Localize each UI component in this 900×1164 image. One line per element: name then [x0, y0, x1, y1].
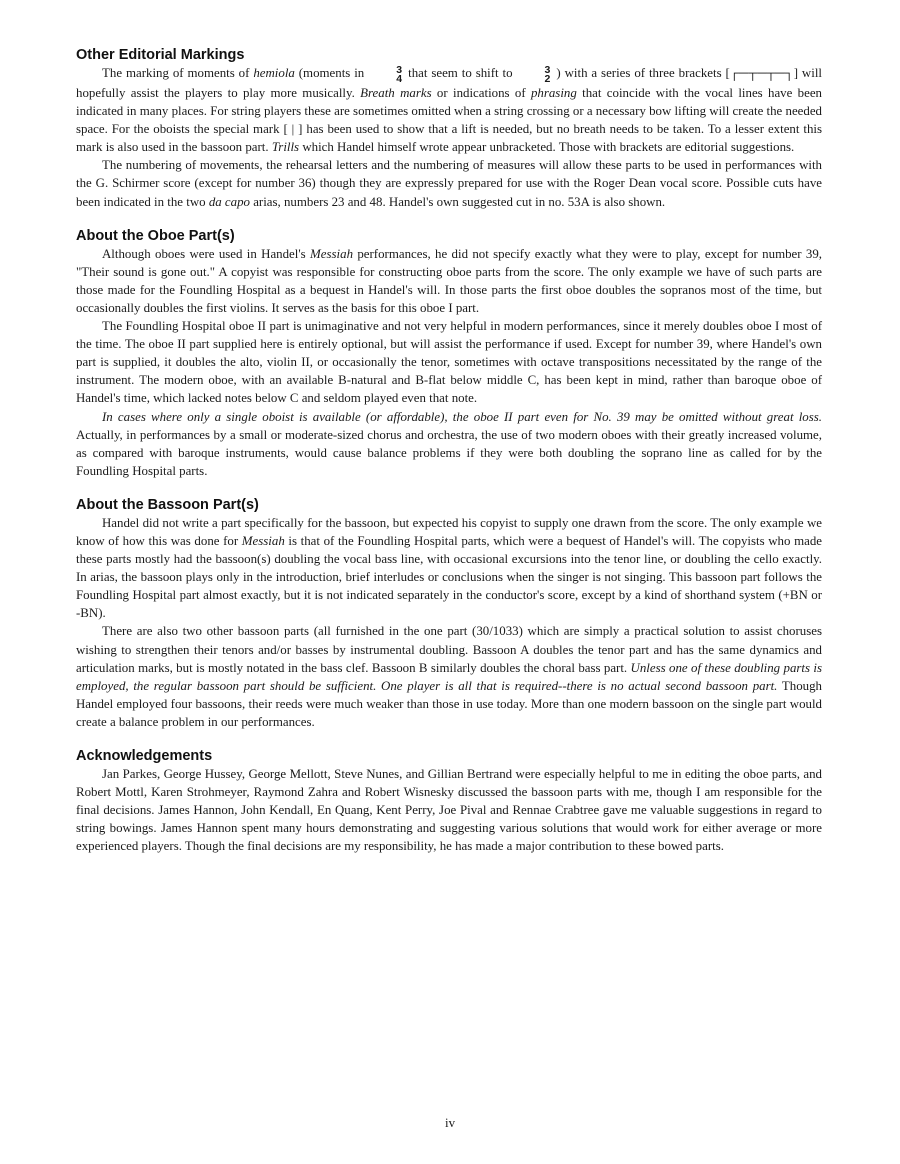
text-run: performances, he did not specify exactly what they were to play, except for number 39, "Their sound is gone out." A copyist was responsible for constructing oboe parts from the score. The only example we have of such parts are those made for the Foundling Hospital as a bequest in Handel's will. In those parts the first oboe doubles the sopranos most of the time, but occasionally doubles the first violins. It serves as the basis for this oboe I part. — [76, 246, 822, 315]
heading-editorial-markings: Other Editorial Markings — [76, 47, 245, 63]
paragraph: The Foundling Hospital oboe II part is unimaginative and not very helpful in modern performances, since it merely doubles oboe I most of the time. The oboe II part supplied here is entirely optional, but will assist the performance if used. Except for number 39, where Handel's own part is supplied, it doubles the alto, violin II, or occasionally the tenor, sometimes with octave transpositions necessitated by the range of the instrument. The modern oboe, with an available B-natural and B-flat below middle C, has been kept in mind, rather than baroque oboe of Handel's time, which lacked notes below C and seldom played even that note. — [76, 319, 822, 406]
paragraph — [76, 156, 822, 210]
italic-term: hemiola — [253, 66, 295, 80]
section-acknowledgements — [76, 747, 822, 855]
time-signature-3-2 — [519, 66, 551, 84]
section-editorial-markings — [76, 46, 822, 211]
time-signature-numerator: 3 — [396, 64, 403, 76]
paragraph — [76, 622, 822, 731]
time-signature-numerator: 3 — [544, 64, 551, 76]
italic-term: phrasing — [530, 86, 577, 100]
text-run: that coincide with the vocal lines have been indicated in many places. For string players these are sometimes omitted when a string crossing or a necessary bow lifting will create the needed space. For the oboists the special mark [ | ] has been used to show that a lift is needed, but no breath needs to be taken. To a lesser extent this mark is also used in the bassoon part. — [76, 86, 823, 155]
heading-bassoon-parts: About the Bassoon Part(s) — [76, 496, 259, 513]
heading-acknowledgements: Acknowledgements — [76, 748, 213, 764]
text-run: (moments in — [294, 66, 365, 80]
section-oboe-parts — [76, 227, 822, 480]
time-signature-denominator: 4 — [396, 73, 403, 85]
text-run: that seem to shift to — [408, 66, 513, 80]
time-signature-3-4 — [370, 66, 402, 84]
paragraph — [76, 245, 822, 317]
section-bassoon-parts — [76, 496, 822, 731]
text-run: Although oboes were used in Handel's — [102, 246, 311, 261]
text-run: which Handel himself wrote appear unbracketed. Those with brackets are editorial suggestions. — [299, 140, 795, 155]
text-run: The marking of moments of — [102, 66, 254, 80]
text-run: The numbering of movements, the rehearsal letters and the numbering of measures will allow these parts to be used in performances with the G. Schirmer score (except for number 36) though they are expressly prepared for use with the Roger Dean vocal score. Possible cuts have been indicated in the two — [76, 158, 822, 209]
page-body — [76, 46, 822, 871]
text-run: ) with a series of three brackets [┌─┬─┬─┐] will hopefully assist the players to play more musically. — [76, 66, 822, 100]
italic-term: Breath marks — [360, 86, 432, 100]
heading-oboe-parts: About the Oboe Part(s) — [76, 227, 235, 244]
paragraph: Jan Parkes, George Hussey, George Mellott, Steve Nunes, and Gillian Bertrand were especially helpful to me in editing the oboe parts, and Robert Mottl, Karen Strohmeyer, Raymond Zahra and Robert Wisnesky discussed the bassoon parts with me, though I am responsible for the final decisions. James Hannon, John Kendall, En Quang, Kent Perry, Joe Pival and Rennae Crabtree gave me valuable suggestions in regard to string bowings. James Hannon spent many hours demonstrating and suggesting various solutions that would work for either average or more experienced players. Though the final decisions are my responsibility, he has made a major contribution to these bowed parts. — [76, 767, 822, 854]
paragraph — [76, 514, 822, 623]
text-run: arias, numbers 23 and 48. Handel's own suggested cut in no. 53A is also shown. — [249, 194, 666, 209]
text-run: There are also two other bassoon parts (all furnished in the one part (30/1033) which are simply a practical solution to assist choruses wishing to strengthen their tenors and/or basses by instrumental doubling. Bassoon A doubles the tenor part and has the same dynamics and articulation marks, but is mostly notated in the bass clef. Bassoon B similarly doubles the choral bass part. — [76, 624, 822, 675]
italic-note: Unless one of these doubling parts is employed, the regular bassoon part should be sufficient. One player is all that is required--there is no actual second bassoon part. — [76, 660, 822, 693]
paragraph — [76, 408, 822, 480]
italic-title: Messiah — [241, 533, 285, 548]
page-number: iv — [444, 1116, 456, 1130]
text-run: is that of the Foundling Hospital parts, which were a bequest of Handel's will. The copyists who made these parts mostly had the bassoon(s) doubling the vocal bass line, with occasional excursions into the tenor line, or doubling the cello exactly. In arias, the bassoon plays only in the introduction, brief interludes or conclusions when the singer is not singing. This bassoon part follows the Foundling Hospital part almost exactly, but it is not indicated separately in the conductor's score, except by a kind of shorthand system (+BN or -BN). — [76, 533, 822, 621]
italic-title: Messiah — [310, 246, 354, 261]
text-run: Handel did not write a part specifically for the bassoon, but expected his copyist to supply one drawn from the score. The only example we know of how this was done for — [76, 515, 822, 548]
italic-term: da capo — [208, 194, 250, 209]
text-run: or indications of — [431, 86, 531, 100]
time-signature-denominator: 2 — [544, 73, 551, 85]
italic-note: In cases where only a single oboist is available (or affordable), the oboe II part even for No. 39 may be omitted without great loss. — [102, 409, 822, 424]
text-run: Though Handel employed four bassoons, their reeds were much weaker than those in use today. More than one modern bassoon on the single part would create a balance problem in our performances. — [76, 678, 822, 729]
text-run: Actually, in performances by a small or moderate-sized chorus and orchestra, the use of two modern oboes with their greatly increased volume, as compared with baroque instruments, would cause balance problems if they were both doubling the soprano line as called for by the Foundling Hospital parts. — [76, 427, 822, 478]
italic-term: Trills — [271, 140, 300, 155]
paragraph — [76, 64, 822, 156]
